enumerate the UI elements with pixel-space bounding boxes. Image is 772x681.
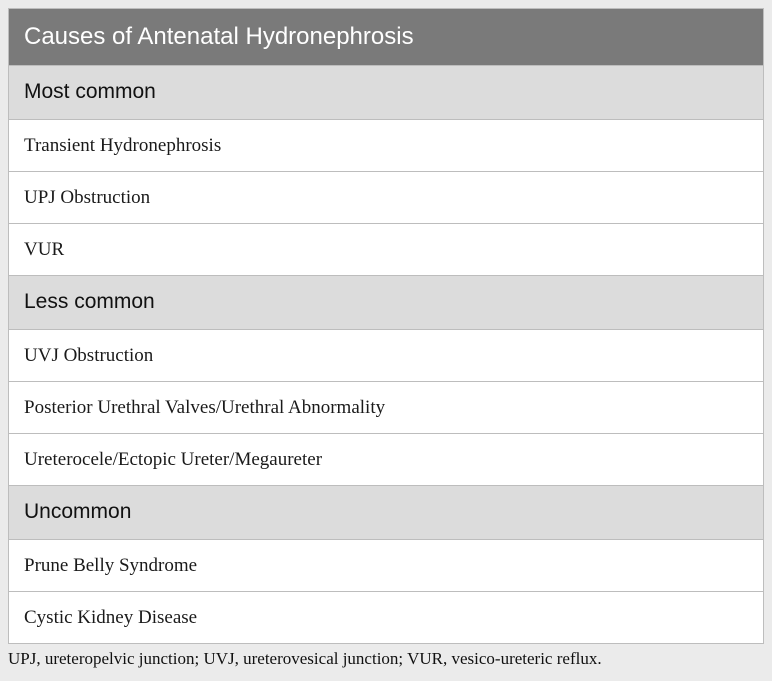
table-row: Cystic Kidney Disease (9, 591, 763, 643)
causes-table (8, 8, 764, 644)
table-row: UPJ Obstruction (9, 171, 763, 223)
table-row: Posterior Urethral Valves/Urethral Abnormality (9, 381, 763, 433)
section-heading-less-common: Less common (9, 275, 763, 329)
section-heading-most-common: Most common (9, 65, 763, 119)
section-heading-uncommon: Uncommon (9, 485, 763, 539)
table-title: Causes of Antenatal Hydronephrosis (9, 9, 763, 65)
table-row: VUR (9, 223, 763, 275)
table-row: Transient Hydronephrosis (9, 119, 763, 171)
table-row: Prune Belly Syndrome (9, 539, 763, 591)
table-row: UVJ Obstruction (9, 329, 763, 381)
table-row: Ureterocele/Ectopic Ureter/Megaureter (9, 433, 763, 485)
table-footnote: UPJ, ureteropelvic junction; UVJ, ureterovesical junction; VUR, vesico-ureteric reflux. (8, 649, 602, 668)
